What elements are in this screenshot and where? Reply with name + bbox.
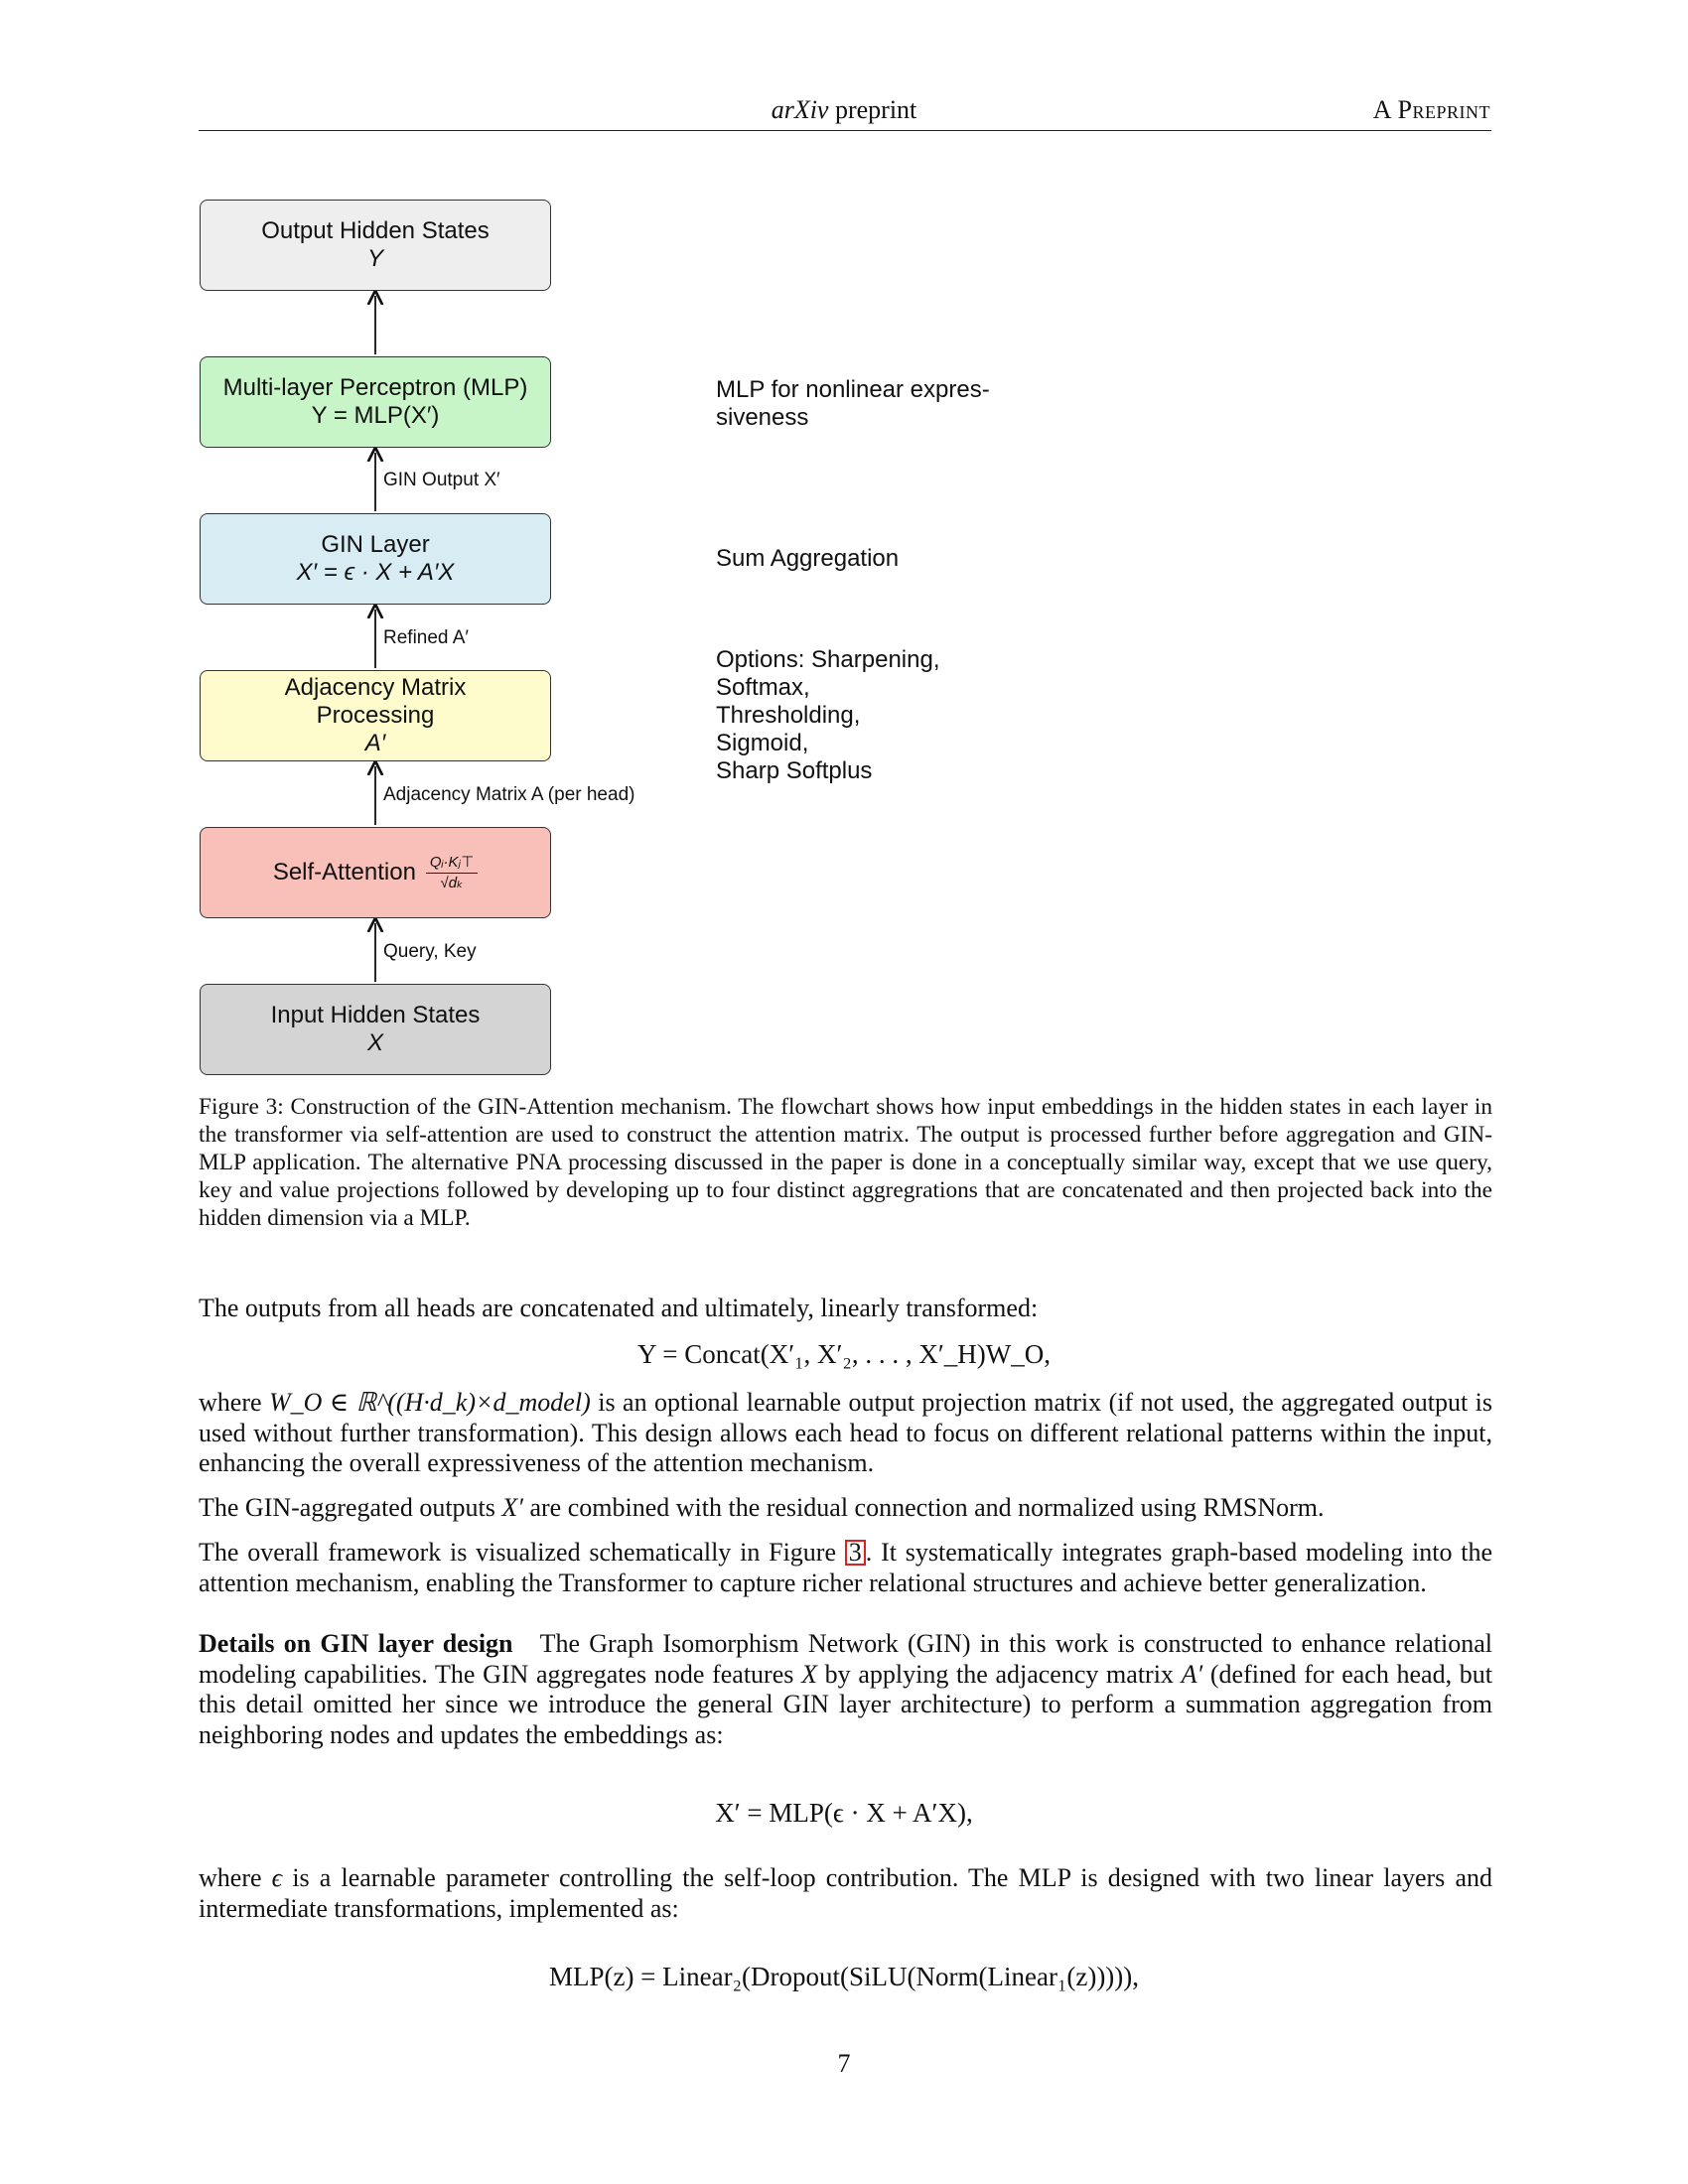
note-mlp-line2: siveness: [716, 404, 809, 431]
edge-label-query-key: Query, Key: [383, 941, 477, 962]
paragraph-framework: [199, 1538, 1492, 1598]
input-hidden-states-box: [200, 984, 551, 1075]
p3-b: are combined with the residual connection and normalized using RMSNorm.: [529, 1493, 1325, 1522]
p6-a: where: [199, 1863, 262, 1892]
adjacency-processing-box: [200, 670, 551, 761]
edge-label-gin-output: GIN Output X′: [383, 470, 500, 490]
note-adj-line: Sharp Softplus: [716, 757, 873, 784]
p2-text: is an optional learnable output projection matrix (if not used, the aggregated output is used without further transformation). This design allows each head to focus on different relational patterns within the input, enhancing the overall expressiveness of the attention mechanism.: [199, 1388, 1493, 1477]
attn-box-title: Self-Attention: [272, 859, 416, 886]
output-box-formula: Y: [366, 245, 383, 272]
gin-layer-box: [200, 513, 551, 605]
p5-m1: X: [801, 1659, 817, 1689]
p5-b: by applying the adjacency matrix: [824, 1659, 1174, 1689]
header-right-label: A Preprint: [1372, 95, 1490, 124]
p5-c: (defined for each head, but this detail omitted her since we introduce the general GIN layer architecture) to perform a summation aggregation from neighboring nodes and updates the embeddings as:: [199, 1659, 1492, 1749]
p5-a: The Graph Isomorphism Network (GIN) in this work is constructed to enhance relational modeling capabilities. The GIN aggregates node features: [199, 1629, 1492, 1689]
equation-gin: X′ = MLP(ϵ · X + A′X),: [715, 1798, 973, 1828]
p2-math: W_O ∈ ℝ^((H·d_k)×d_model): [269, 1388, 591, 1417]
gin-box-formula: X′ = ϵ · X + A′X: [296, 559, 455, 586]
header-preprint: preprint: [828, 95, 917, 124]
adj-box-title-line1: Adjacency Matrix: [284, 674, 467, 701]
mlp-box: [200, 356, 551, 448]
paragraph-wo: [199, 1388, 1492, 1479]
paragraph-rmsnorm: [199, 1493, 1492, 1524]
gin-design-heading: Details on GIN layer design: [199, 1629, 513, 1658]
equation-mlp: MLP(z) = Linear₂(Dropout(SiLU(Norm(Linear₁(z))))),: [548, 1962, 1140, 1991]
paragraph-gin-design: [199, 1629, 1492, 1750]
p5-m2: A′: [1181, 1659, 1203, 1689]
paragraph-epsilon: [199, 1863, 1492, 1924]
figure-caption: Figure 3: Construction of the GIN-Attention mechanism. The flowchart shows how input embeddings in the hidden states in each layer in the transformer via self-attention are used to construct the attention matrix. The output is processed further before aggregation and GIN-MLP application. The alternative PNA processing discussed in the paper is done in a conceptually similar way, except that we use query, key and value projections followed by developing up to four distinct aggregrations that are concatenated and then projected back into the hidden dimension via a MLP.: [199, 1094, 1492, 1231]
adj-box-title-line2: Processing: [316, 702, 435, 729]
header-arxiv: arXiv: [771, 95, 829, 124]
attn-frac-numerator: Qᵢ·Kⱼ⊤: [426, 854, 478, 874]
input-box-formula: X: [366, 1029, 383, 1056]
note-adj-line: Options: Sharpening,: [716, 646, 940, 673]
edge-label-refined: Refined A′: [383, 627, 469, 648]
paragraph-concat: The outputs from all heads are concatenated and ultimately, linearly transformed:: [199, 1294, 1039, 1322]
output-hidden-states-box: [200, 200, 551, 291]
adj-box-formula: A′: [364, 730, 386, 756]
note-mlp-line1: MLP for nonlinear expres-: [716, 376, 990, 403]
gin-box-title: GIN Layer: [321, 531, 430, 558]
self-attention-box: [200, 827, 551, 918]
attn-frac-denominator: √dₖ: [440, 874, 464, 891]
note-gin: Sum Aggregation: [716, 545, 900, 572]
equation-concat: Y = Concat(X′₁, X′₂, . . . , X′_H)W_O,: [637, 1339, 1051, 1369]
note-adj-line: Softmax,: [716, 674, 810, 701]
p6-math: ϵ: [271, 1863, 283, 1892]
page-number: 7: [837, 2049, 851, 2078]
p3-a: The GIN-aggregated outputs: [199, 1493, 495, 1522]
figure-3-link[interactable]: 3: [845, 1540, 866, 1566]
mlp-box-title: Multi-layer Perceptron (MLP): [222, 374, 528, 401]
note-adj-line: Sigmoid,: [716, 730, 809, 756]
output-box-title: Output Hidden States: [261, 217, 490, 244]
p3-math: X′: [501, 1493, 523, 1522]
p4-a: The overall framework is visualized schematically in Figure: [199, 1538, 836, 1567]
p4-b: . It systematically integrates graph-based modeling into the attention mechanism, enabling the Transformer to capture richer relational structures and achieve better generalization.: [199, 1538, 1492, 1597]
p2-prefix: where: [199, 1388, 262, 1417]
edge-label-adjacency: Adjacency Matrix A (per head): [383, 784, 635, 805]
attn-fraction: [426, 854, 478, 892]
note-mlp: [716, 376, 990, 432]
note-adjacency-options: [716, 646, 939, 785]
mlp-box-formula: Y = MLP(X′): [311, 402, 440, 429]
input-box-title: Input Hidden States: [270, 1002, 481, 1028]
note-adj-line: Thresholding,: [716, 702, 861, 729]
p6-b: is a learnable parameter controlling the self-loop contribution. The MLP is designed with two linear layers and intermediate transformations, implemented as:: [199, 1863, 1492, 1923]
